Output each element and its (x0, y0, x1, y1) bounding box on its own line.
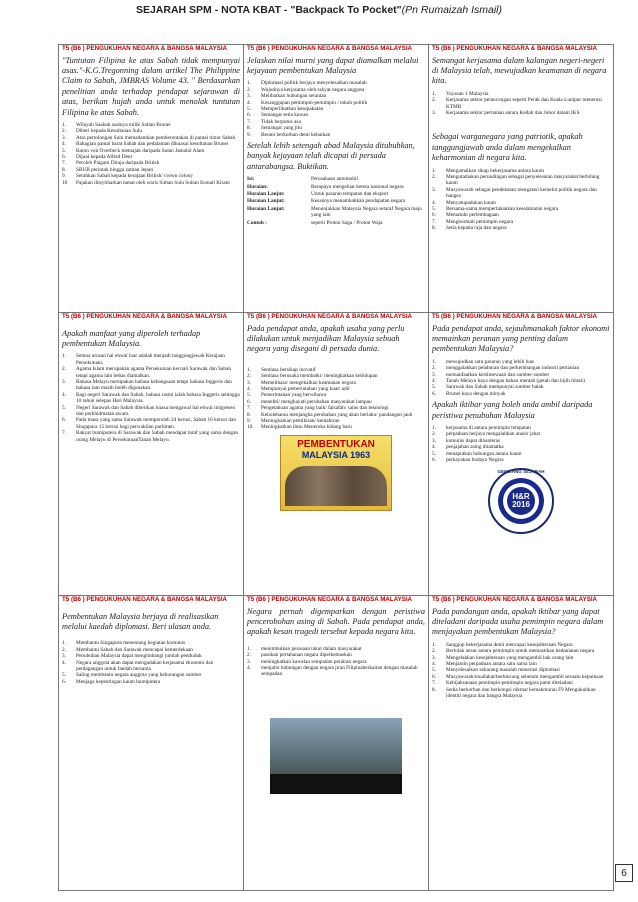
example-key: Contoh : (247, 219, 267, 226)
list-item-number: 5. (62, 672, 66, 679)
list-item-number: 1. (62, 121, 66, 128)
list-item-number: 1. (247, 645, 251, 652)
list-item-text: Mematuhi perlembagaan (446, 212, 499, 219)
points-list (62, 122, 240, 186)
points-list-2 (432, 168, 610, 232)
list-item-number: 6. (432, 390, 436, 397)
list-item-number: 4. (62, 141, 66, 148)
cell-header: T5 (B6 ) PENGUKUHAN NEGARA & BANGSA MALAYSIA (62, 313, 228, 320)
example-key: Huraian: (247, 183, 268, 190)
list-item-text: pasukan pertahanan negara diperkemaskan (261, 652, 352, 659)
list-item-number: 8. (62, 166, 66, 173)
cell-2 (244, 45, 429, 313)
example-value: Perusahaan automobil (311, 176, 358, 183)
page-title (0, 4, 638, 16)
cell-1 (59, 45, 244, 313)
list-item-number: 1. (432, 90, 436, 97)
logo-center-1: H&R (512, 492, 530, 502)
list-item-number: 6. (432, 212, 436, 219)
example-value: Menunjukkan Malaysia Negara setaraf Negara maju yang lain (311, 205, 422, 219)
list-item-text: Sarawak dan Sabah mempunyai sumber balak (446, 384, 544, 391)
list-item-text: Mengamalkan sikap bekerjasama antara kaum (446, 167, 544, 174)
cell-question: Apakah manfaat yang diperoleh terhadap pembentukan Malaysia. (62, 328, 201, 348)
list-item-number: 4. (432, 444, 436, 451)
list-item-number: 2. (62, 366, 66, 373)
list-item-text: Yayasan 1 Malaysia (446, 90, 489, 97)
cell-question-2: Setelah lebih setengah abad Malaysia ditubuhkan, banyak kejayaan telah dicapai di persada antarabangsa. Buktikan. (247, 140, 415, 171)
example-value: Kesannya menambahkan pendapatan negara (311, 198, 405, 205)
list-item-number: 6. (62, 678, 66, 685)
cell-8 (244, 596, 429, 891)
list-item-text: Menjaga kepentingan kaum bumiputera (76, 678, 161, 685)
list-item (62, 392, 240, 405)
list-item-text: Serahkan Sabah kepada kerajaan British/ crown colony (76, 173, 194, 180)
points-list (62, 353, 240, 443)
list-item-text: Meningkatkan ilmu Meneroka bidang baru (261, 424, 352, 431)
list-item-number: 5. (432, 667, 436, 674)
list-item-number: 2. (247, 86, 251, 93)
list-item-text: Pengetahuan agama yang baik/ falsafah/ sains dan teknologi (261, 405, 389, 412)
list-item-number: 4. (62, 391, 66, 398)
logo-center (487, 493, 555, 509)
list-item-text: Bertolak ansur antara pemimpin untuk memastikan kedaulatan negara (446, 648, 595, 655)
list-item-number: 5. (247, 105, 251, 112)
list-item-number: 7. (432, 218, 436, 225)
malaysia-1963-poster (280, 435, 392, 511)
news-caption-bar (270, 774, 402, 794)
points-list (432, 642, 610, 700)
list-item (432, 174, 610, 187)
list-item-number: 8. (432, 686, 436, 693)
example-value: seperti Proton Saga / Proton Waja (311, 219, 383, 226)
list-item-number: 1. (247, 80, 251, 87)
title-main: SEJARAH SPM - NOTA KBAT - "Backpack To Pocket" (135, 4, 402, 16)
cell-header: T5 (B6 ) PENGUKUHAN NEGARA & BANGSA MALAYSIA (247, 596, 413, 603)
points-list (247, 80, 425, 138)
list-item (432, 457, 610, 463)
list-item (247, 132, 425, 138)
list-item-number: 7. (62, 430, 66, 437)
list-item-text: Mempunyai pemerintahan yang kuat/ adil (261, 385, 350, 392)
list-item-text: Musyawarah sebagai pendekatan mengatasi kemelut politik negara dan bangsa (446, 186, 597, 200)
cell-9 (429, 596, 614, 891)
list-item-number: 2. (247, 373, 251, 380)
cell-question: Jelaskan nilai murni yang dapat diamalkan melalui kejayaan pembentukan Malaysia (247, 55, 419, 75)
cell-question: Semangat kerjasama dalam kalangan negeri-negeri di Malaysia telah, mewujudkan keamanan di negara kita. (432, 55, 607, 86)
cell-header: T5 (B6 ) PENGUKUHAN NEGARA & BANGSA MALAYSIA (432, 45, 598, 52)
list-item-number: 7. (62, 160, 66, 167)
list-item-number: 6. (247, 398, 251, 405)
cell-header: T5 (B6 ) PENGUKUHAN NEGARA & BANGSA MALAYSIA (62, 596, 228, 603)
list-item-text: Menyelesaikan sebarang masalah menerusi diplomasi (446, 667, 560, 674)
cell-question: Pembentukan Malaysia berjaya di realisasikan melalui kaedah diplomasi. Beri ulasan anda. (62, 611, 219, 631)
poster-title (281, 439, 391, 461)
points-list (432, 91, 610, 117)
points-list (247, 646, 425, 678)
list-item-number: 5. (247, 392, 251, 399)
list-item-number: 1. (432, 641, 436, 648)
cell-header: T5 (B6 ) PENGUKUHAN NEGARA & BANGSA MALAYSIA (247, 313, 413, 320)
cell-header: T5 (B6 ) PENGUKUHAN NEGARA & BANGSA MALAYSIA (62, 45, 228, 52)
list-item-text: Sedia berkorban dan berkongsi nikmat kemakmuran F9 Mengukuhkan identiti negara dan bangsa Malaysia (446, 686, 596, 699)
list-item-number: 4. (432, 199, 436, 206)
cell-question: Pada pendapat anda, apakah usaha yang perlu dilakukan untuk menjadikan Malaysia sebuah negara yang disegani di persada dunia. (247, 323, 405, 354)
cell-4 (59, 313, 244, 596)
list-item-text: Menghormati pemimpin negara (446, 218, 514, 225)
cell-header: T5 (B6 ) PENGUKUHAN NEGARA & BANGSA MALAYSIA (432, 596, 598, 603)
example-key: Huraian Lanjut: (247, 198, 285, 205)
list-item-text: Baron von Overbeck memajak daripada Sutan Jamalul Alam (76, 147, 205, 154)
example-key: Isi: (247, 176, 255, 183)
example-row (247, 191, 425, 197)
list-item-number: 2. (62, 646, 66, 653)
list-item-number: 6. (432, 457, 436, 463)
list-item (62, 379, 240, 392)
example-row (247, 220, 425, 226)
list-item-number: 1. (62, 353, 66, 360)
example-key: Huraian Lanjut: (247, 205, 285, 212)
list-item-text: Sanggup bekerjasama demi mencapai kesejahteraan Negara (446, 641, 573, 648)
list-item-number: 3. (62, 134, 66, 141)
list-item-text: Mengutamakan perundingan sebagai penyelesaian masyarakat berbilang kaum (446, 173, 600, 187)
list-item-number: 5. (432, 384, 436, 391)
list-item-text: menaputkan hubungan antara kaum (446, 450, 522, 457)
list-item-text: Bahasa Melayu merupakan bahasa kebangsaan tetapi bahasa Inggeris dan bahasa lain masih boleh digunakan. (76, 378, 232, 392)
list-item-text: perkayakan budaya Negara (446, 457, 504, 463)
list-item-number: 1. (432, 424, 436, 431)
list-item-number: 5. (432, 206, 436, 212)
list-item-text: Tidak berputus asa (261, 118, 301, 125)
list-item (62, 405, 240, 418)
list-item-number: 6. (432, 673, 436, 680)
list-item-text: Pemerintahan yang berwibawa (261, 392, 327, 399)
list-item-text: Bahagian pantai barat Sabah dan pedalaman dikuasai kesultanan Brunei (76, 141, 229, 148)
list-item-number: 6. (62, 153, 66, 160)
list-item-number: 3. (432, 186, 436, 193)
list-item-text: Tanah Melayu kaya dengan bahan mentah (getah dan bijih timah) (446, 377, 585, 384)
example-row (247, 176, 425, 182)
list-item (432, 391, 610, 397)
list-item-text: komunis dapat dihanteras (446, 437, 501, 444)
cell-header: T5 (B6 ) PENGUKUHAN NEGARA & BANGSA MALAYSIA (432, 313, 598, 320)
list-item-text: Menyatupadukan kaum (446, 199, 496, 206)
gemilang-sejarah-logo (487, 467, 555, 535)
list-item-number: 4. (247, 385, 251, 392)
list-item (62, 679, 240, 685)
list-item (432, 97, 610, 110)
list-item-number: 2. (432, 173, 436, 180)
list-item-text: Memelihara/ mengekalkan keamanan negara (261, 379, 356, 386)
list-item (432, 225, 610, 231)
example-row (247, 198, 425, 204)
list-item-number: 9. (247, 417, 251, 424)
list-item-number: 4. (247, 99, 251, 106)
list-item-text: perpaduan berjaya mengalahkan anasir jahat (446, 431, 541, 438)
list-item-text: Berani berkorban demi kebaikan (261, 131, 331, 138)
list-item-number: 3. (62, 653, 66, 660)
list-item-number: 3. (432, 371, 436, 378)
list-item-text: kerjasama di antara pemimpin tempatan (446, 424, 531, 431)
list-item-number: 5. (432, 450, 436, 457)
title-author: (Pn Rumaizah Ismail) (401, 4, 503, 16)
list-item-text: Kerjasama sektor pertanian antara Kedah dan Johor dalam IKS (446, 109, 580, 116)
list-item-number: 3. (247, 93, 251, 100)
list-item-number: 4. (432, 377, 436, 384)
poster-line-1: PEMBENTUKAN (297, 438, 375, 450)
examples-list (247, 176, 425, 226)
cell-header: T5 (B6 ) PENGUKUHAN NEGARA & BANGSA MALAYSIA (247, 45, 413, 52)
example-row (247, 206, 425, 219)
list-item (432, 110, 610, 116)
list-item-number: 1. (247, 366, 251, 373)
poster-line-2: MALAYSIA 1963 (301, 449, 371, 460)
list-item (62, 353, 240, 366)
list-item-text: Peroleh Piagam Diraja daripada British (76, 160, 160, 167)
list-item-number: 10. (247, 424, 254, 431)
cell-3 (429, 45, 614, 313)
example-value: Berupaya mengeluar kereta nasional negara (311, 183, 404, 190)
cell-question: Pada pandangan anda, apakah iktibar yang dapat diteladani daripada usaha pemimpin negara dalam menjayakan pembentukan Malaysia? (432, 606, 604, 637)
list-item-number: 3. (62, 378, 66, 385)
list-item-number: 7. (247, 118, 251, 125)
list-item (62, 660, 240, 673)
list-item-text: Membantu Sabah dan Sarawak mencapai kemerdekaan (76, 646, 193, 653)
page-number: 6 (615, 864, 633, 882)
list-item-number: 2. (247, 652, 251, 659)
list-item-text: menjalin hubungan dengan negara jiran Filipinaberkaitan dengan masalah sempadan (261, 664, 418, 678)
list-item-text: penjajahan asing ditamatka (446, 444, 504, 451)
logo-center-2: 2016 (512, 500, 530, 510)
list-item-number: 1. (62, 640, 66, 647)
list-item-text: Semua urusan hal ehwal luar adalah menjadi tanggungjawab Kerajaan Persekutuan. (76, 353, 225, 366)
list-item-text: menggalakkan pelaburan dan perkembangan industri pertanian (446, 365, 580, 372)
list-item-number: 3. (247, 379, 251, 386)
list-item-number: 7. (247, 405, 251, 412)
list-item-text: Saling membantu negara anggota yang kekurangan sumber (76, 672, 202, 679)
list-item-number: 3. (432, 654, 436, 661)
cell-5 (244, 313, 429, 596)
cell-question: "Tuntutan Filipina ke atas Sabah tidak mempunyai asas."-K.G.Tregonning dalam artikel The Philippine Claim to Sabah, JMBRAS Volume 43. " Berdasarkan penelitian anda terhadap pendapat sejarawan di atas, berikan hujah anda untuk menolak tuntutan Filipina ke atas Sabah. (62, 55, 240, 117)
list-item (62, 366, 240, 379)
leaders-photo-area (285, 466, 387, 506)
list-item-number: 5. (62, 404, 66, 411)
list-item-number: 3. (432, 109, 436, 116)
points-list (432, 359, 610, 397)
list-item (62, 430, 240, 443)
list-item-number: 6. (247, 112, 251, 119)
list-item-number: 4. (62, 659, 66, 666)
list-item-text: Wujudnya kerjasama oleh rakyat negara anggota (261, 86, 365, 93)
example-key: Huraian Lanjut: (247, 191, 285, 197)
points-list (247, 367, 425, 431)
list-item-number: 2. (432, 431, 436, 438)
list-item-text: Penubuhan Malaysia dapat mengimbangi jumlah penduduk (76, 653, 202, 660)
list-item-text: Brunei kaya dengan minyak (446, 390, 506, 397)
list-item-number: 2. (432, 365, 436, 372)
list-item (62, 180, 240, 186)
list-item-text: Melibatkan hubungan serantau (261, 93, 327, 100)
list-item-number: 9. (247, 131, 251, 138)
list-item-text: Semangat yang jitu (261, 125, 302, 132)
list-item-number: 6. (62, 417, 66, 424)
list-item-text: Menjamin perpaduan antara satu sama lain (446, 660, 537, 667)
list-item-text: Wilayah Saabah asalnya milik Sultan Brunei (76, 121, 171, 128)
cell-7 (59, 596, 244, 891)
list-item (432, 187, 610, 200)
list-item-number: 2. (432, 97, 436, 104)
points-list-2 (432, 425, 610, 463)
list-item-text: Memperlihatkan kesepakatan (261, 105, 324, 112)
cell-question: Pada pendapat anda, sejauhmanakah faktor ekonomi memainkan peranan yang penting dalam pembentukan Malaysia? (432, 323, 610, 354)
list-item (432, 687, 610, 700)
list-item-text: mewujudkan satu pasaran yang lebih luas (446, 358, 535, 365)
list-item-text: Negeri Sarawak dan Sabah diberikan kuasa mengawal hal ehwal imigresen dan perkhidmatan awam. (76, 404, 235, 417)
list-item-text: Sentiasa berusaha membaiki/ meningkatkan kehidupan (261, 373, 378, 380)
list-item-text: Kesanggupan pemimpin-pemimpin / tokoh politik (261, 99, 368, 106)
cell-question-2: Apakah iktibar yang boleh anda ambil daripada peristiwa penubuhan Malaysia (432, 400, 593, 420)
logo-ring-text: GEMILANG SEJARAH (497, 469, 545, 475)
list-item-text: Rakyat bumiputera di Sarawak dan Sabah mendapat taraf yang sama dengan orang Melayu di PersekutuanTanah Melayu. (76, 430, 239, 443)
list-item-text: Bagi negeri Sarawak dan Sabah, bahasa rasmi ialah bahasa Inggeris sehingga 10 tahun selepas Hari Malaysia. (76, 391, 240, 405)
list-item-text: Diberi kepada Kesultanan Sulu (76, 128, 143, 135)
cell-6 (429, 313, 614, 596)
notes-grid (58, 44, 614, 891)
list-item-text: Semangat setia kawan (261, 112, 309, 119)
list-item-text: Membantu Singapura menentang kegiatan komunis (76, 640, 186, 647)
list-item-number: 1. (432, 358, 436, 365)
list-item-number: 8. (247, 411, 251, 418)
list-item-text: Negara anggota akan dapat mengadakan kerjasama ekonomi dan perdagangan untuk faedah bersama (76, 659, 214, 672)
list-item (247, 665, 425, 678)
list-item-text: Pajakan diisytiharkan tamat oleh waris Sultan Sulu Sultan Esmail Kiram (76, 179, 230, 186)
list-item-text: Sentiasa bersikap inovatif (261, 366, 316, 373)
list-item-text: Dijual kepada Alfred Dent (76, 153, 133, 160)
list-item-text: Musyawarah/muafakat/berbincang sebelum mengambil sesuatu keputusan (446, 673, 604, 680)
list-item-number: 4. (247, 664, 251, 671)
list-item-text: Atas pertolongan Sulu memadamkan pemberontakan di pantai timur Sabah (76, 134, 236, 141)
list-item-number: 3. (247, 658, 251, 665)
cell-question: Negara pernah digemparkan dengan peristiwa pencerobohan asing di Sabah. Pada pendapat anda, apakah kesan tragedi tersebut kepada negara kita. (247, 606, 425, 637)
list-item-text: Mengelakkan kesejahteraan yang mengambil hak orang lain (446, 654, 574, 661)
list-item-text: memanfaatkan kestimewaan dan sumber-sumber (446, 371, 550, 378)
list-item-text: Keboleharan menjangka perubahan yang akan berlaku/ pandangan jauh (261, 411, 413, 418)
list-item-text: Bersama-sama mempertahankan keselamatan negara (446, 206, 558, 212)
list-item-text: menimbulkan perasaan takut dalam masyarakat (261, 645, 362, 652)
list-item-text: Kebijaksanaan pemimpin-pemimpin negara patut diteladani (446, 680, 573, 687)
list-item-text: SBUB perintah hingga zaman Jepun (76, 166, 154, 173)
example-value: Untuk pasaran tempatan dan eksport (311, 191, 389, 197)
list-item (62, 417, 240, 430)
points-list (62, 640, 240, 685)
list-item-text: Kerjasama sektor pelancongan seperti Perak dan Kuala Lumpur menerusi KTMB (446, 97, 602, 110)
list-item-text: meneliti/ menghayati perubahan masyarakat lampau (261, 398, 372, 405)
list-item-text: Diplomasi politik berjaya menyelesaikan masalah (261, 80, 367, 87)
list-item-text: Setia kepada raja dan negara (446, 225, 507, 232)
lahad-datu-news-image (270, 718, 402, 794)
cell-question-2: Sebagai warganegara yang patriotik, apakah tanggungjawab anda dalam mengekalkan keharmonian di negara kita. (432, 132, 583, 163)
list-item (247, 424, 425, 430)
list-item-number: 10 (62, 179, 68, 186)
list-item-text: Meningkatkan pemikiran/ kemahiran (261, 417, 340, 424)
list-item-text: Agama Islam merupakan agama Persekutuan kecuali Sarawak dan Sabah tetapi agama lain bebas diamalkan. (76, 366, 232, 379)
list-item-text: meningkatkan kawalan sempadan perairan negara (261, 658, 367, 665)
list-item-number: 8. (247, 125, 251, 132)
list-item-number: 2. (62, 128, 66, 135)
list-item-number: 1. (432, 167, 436, 174)
list-item-number: 5. (62, 147, 66, 154)
list-item-number: 7. (432, 680, 436, 687)
list-item-number: 2. (432, 648, 436, 655)
list-item-number: 3. (432, 437, 436, 444)
example-row (247, 184, 425, 190)
list-item-number: 9. (62, 173, 66, 180)
list-item-text: Pada masa yang sama Sarawak memperoleh 24 kerusi, Sabah 16 kerusi dan Singapura 15 kerusi bagi perwakilan parlimen. (76, 417, 237, 430)
list-item-number: 8. (432, 225, 436, 232)
list-item-number: 4. (432, 660, 436, 667)
